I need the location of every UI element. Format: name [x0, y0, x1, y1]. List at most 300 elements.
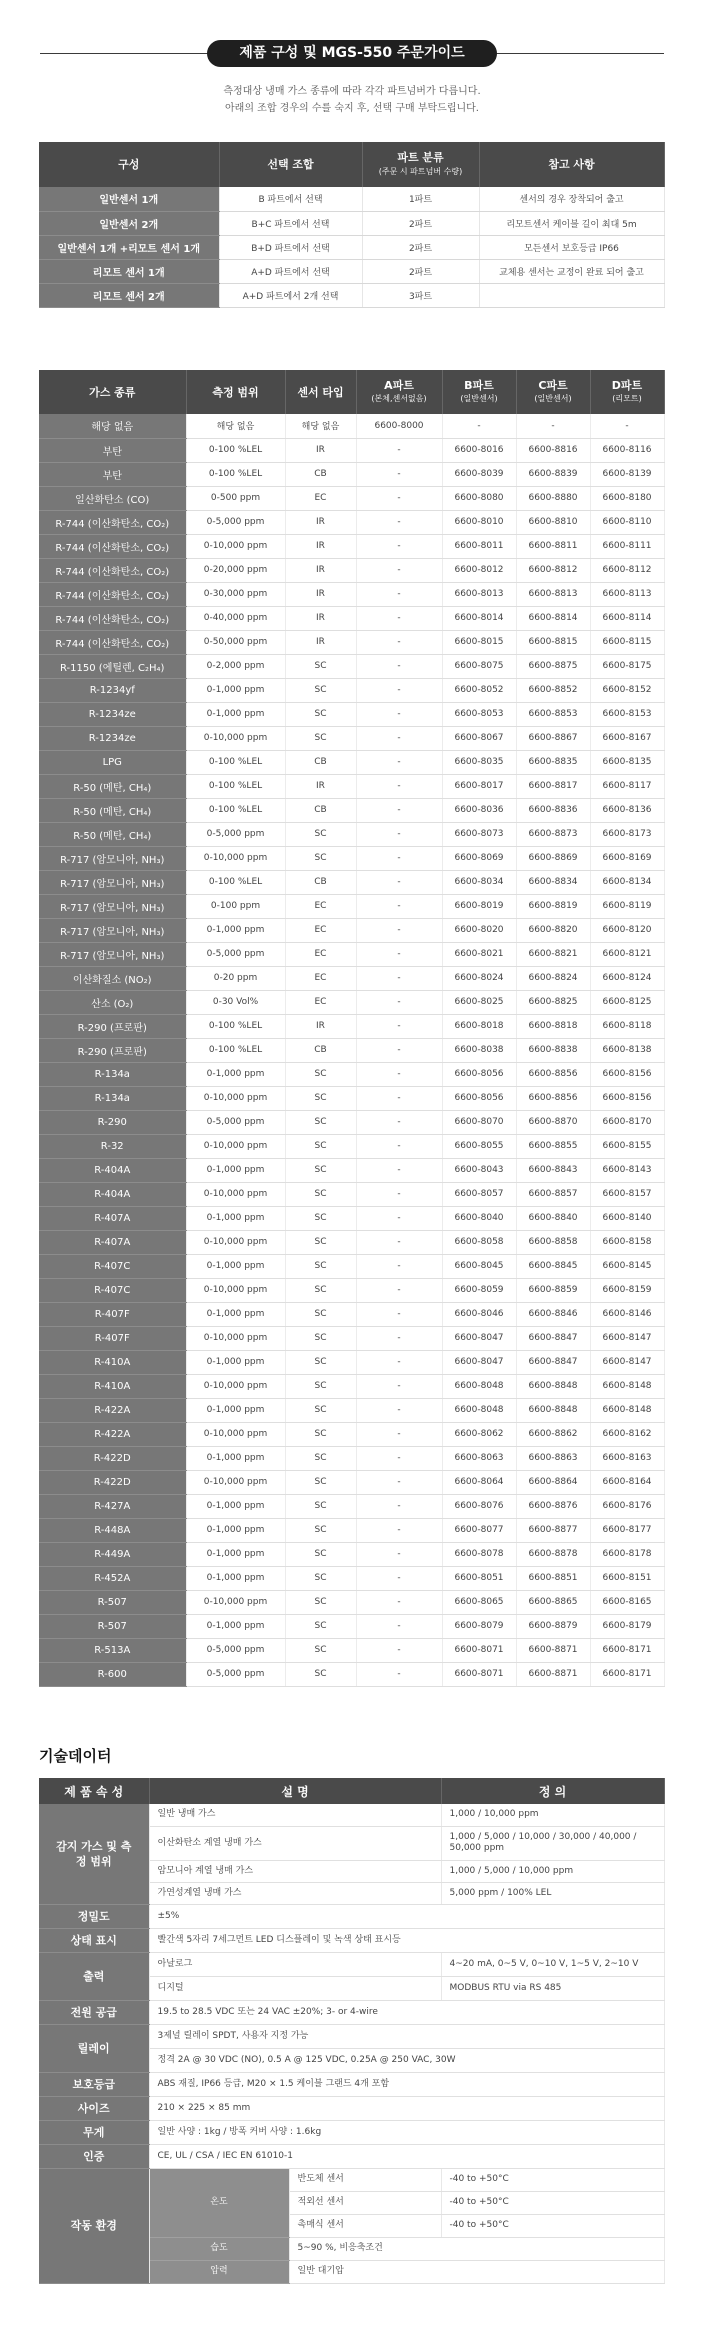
range-cell: 0-5,000 ppm — [186, 1662, 285, 1686]
gas-type-cell: R-404A — [39, 1182, 186, 1206]
a-part-cell: - — [356, 1254, 442, 1278]
a-part-cell: - — [356, 630, 442, 654]
b-part-cell: 6600-8075 — [442, 654, 516, 678]
power-value: 19.5 to 28.5 VDC 또는 24 VAC ±20%; 3- or 4-wire — [149, 2000, 664, 2024]
c-part-cell: 6600-8876 — [516, 1494, 590, 1518]
weight-label: 무게 — [39, 2120, 149, 2144]
tech-row-weight — [39, 2120, 664, 2144]
a-part-cell: - — [356, 1302, 442, 1326]
sensor-type-cell: 해당 없음 — [285, 414, 356, 438]
tech-row-size — [39, 2096, 664, 2120]
d-part-cell: 6600-8146 — [590, 1302, 664, 1326]
range-cell: 0-1,000 ppm — [186, 1446, 285, 1470]
sensor-type-cell: IR — [285, 774, 356, 798]
gas-row — [39, 678, 664, 702]
status-value: 빨간색 5자리 7세그먼트 LED 디스플레이 및 녹색 상태 표시등 — [149, 1928, 664, 1952]
d-part-cell: 6600-8179 — [590, 1614, 664, 1638]
b-part-cell: 6600-8069 — [442, 846, 516, 870]
a-part-cell: - — [356, 1518, 442, 1542]
range-cell: 0-10,000 ppm — [186, 1230, 285, 1254]
d-part-cell: 6600-8148 — [590, 1374, 664, 1398]
range-cell: 0-5,000 ppm — [186, 510, 285, 534]
d-part-cell: 6600-8121 — [590, 942, 664, 966]
a-part-cell: - — [356, 534, 442, 558]
c-part-cell: 6600-8814 — [516, 606, 590, 630]
gas-row — [39, 1182, 664, 1206]
config-cell: 일반센서 1개 +리모트 센서 1개 — [39, 235, 219, 259]
gas-header-c-part — [516, 370, 590, 414]
a-part-cell: - — [356, 846, 442, 870]
c-part-cell: 6600-8848 — [516, 1374, 590, 1398]
b-part-cell: 6600-8051 — [442, 1566, 516, 1590]
gas-type-cell: R-407F — [39, 1326, 186, 1350]
c-part-cell: 6600-8856 — [516, 1086, 590, 1110]
c-part-cell: 6600-8812 — [516, 558, 590, 582]
gas-row — [39, 1446, 664, 1470]
range-cell: 0-5,000 ppm — [186, 942, 285, 966]
a-part-cell: - — [356, 894, 442, 918]
c-part-cell: 6600-8843 — [516, 1158, 590, 1182]
a-part-cell: - — [356, 1398, 442, 1422]
output-desc-2: 디지털 — [149, 1976, 441, 2000]
d-part-cell: 6600-8145 — [590, 1254, 664, 1278]
c-part-cell: 6600-8873 — [516, 822, 590, 846]
gas-header-range: 측정 범위 — [186, 370, 285, 414]
b-part-cell: 6600-8040 — [442, 1206, 516, 1230]
b-part-cell: 6600-8014 — [442, 606, 516, 630]
b-part-cell: 6600-8015 — [442, 630, 516, 654]
gas-type-cell: R-717 (암모니아, NH₃) — [39, 918, 186, 942]
detect-def-1: 1,000 / 10,000 ppm — [441, 1804, 664, 1826]
c-part-cell: 6600-8834 — [516, 870, 590, 894]
sensor-type-cell: SC — [285, 1590, 356, 1614]
gas-row — [39, 414, 664, 438]
d-part-cell: 6600-8117 — [590, 774, 664, 798]
gas-row — [39, 486, 664, 510]
c-part-cell: 6600-8848 — [516, 1398, 590, 1422]
a-part-cell: - — [356, 1158, 442, 1182]
b-part-cell: 6600-8052 — [442, 678, 516, 702]
range-cell: 0-100 %LEL — [186, 774, 285, 798]
combo-cell: B 파트에서 선택 — [219, 187, 362, 211]
sensor-type-cell: CB — [285, 870, 356, 894]
d-part-cell: 6600-8159 — [590, 1278, 664, 1302]
sensor-type-cell: CB — [285, 1038, 356, 1062]
b-part-cell: 6600-8063 — [442, 1446, 516, 1470]
c-part-cell: 6600-8811 — [516, 534, 590, 558]
config-cell: 일반센서 1개 — [39, 187, 219, 211]
range-cell: 0-1,000 ppm — [186, 1518, 285, 1542]
config-cell: 리모트 센서 1개 — [39, 259, 219, 283]
b-part-cell: 6600-8048 — [442, 1398, 516, 1422]
range-cell: 0-30 Vol% — [186, 990, 285, 1014]
temp-range-3: -40 to +50°C — [441, 2214, 664, 2237]
d-part-cell: - — [590, 414, 664, 438]
tech-data-table — [39, 1778, 665, 2284]
a-part-cell: - — [356, 1446, 442, 1470]
d-part-cell: 6600-8124 — [590, 966, 664, 990]
a-part-cell: - — [356, 1662, 442, 1686]
note-cell: 리모트센서 케이블 길이 최대 5m — [479, 211, 664, 235]
relay-label: 릴레이 — [39, 2024, 149, 2072]
intro-line-2: 아래의 조합 경우의 수를 숙지 후, 선택 구매 부탁드립니다. — [225, 103, 479, 114]
a-part-cell: - — [356, 1590, 442, 1614]
range-cell: 0-20,000 ppm — [186, 558, 285, 582]
tech-row-temp-1 — [39, 2168, 664, 2191]
guide-header — [0, 28, 704, 78]
range-cell: 0-1,000 ppm — [186, 702, 285, 726]
b-part-cell: 6600-8057 — [442, 1182, 516, 1206]
composition-row — [39, 283, 664, 307]
protection-label: 보호등급 — [39, 2072, 149, 2096]
gas-type-cell: R-407C — [39, 1278, 186, 1302]
b-part-cell: 6600-8035 — [442, 750, 516, 774]
range-cell: 0-10,000 ppm — [186, 534, 285, 558]
note-cell: 센서의 경우 장착되어 출고 — [479, 187, 664, 211]
detect-desc-1: 일반 냉매 가스 — [149, 1804, 441, 1826]
sensor-type-cell: CB — [285, 798, 356, 822]
pressure-value: 일반 대기압 — [289, 2260, 664, 2283]
gas-row — [39, 1470, 664, 1494]
b-part-cell: 6600-8038 — [442, 1038, 516, 1062]
gas-type-cell: R-1234ze — [39, 702, 186, 726]
a-part-cell: - — [356, 654, 442, 678]
c-part-cell: 6600-8819 — [516, 894, 590, 918]
range-cell: 0-1,000 ppm — [186, 1158, 285, 1182]
sensor-type-cell: IR — [285, 438, 356, 462]
d-part-cell: 6600-8147 — [590, 1350, 664, 1374]
c-part-cell: 6600-8840 — [516, 1206, 590, 1230]
gas-row — [39, 1374, 664, 1398]
humidity-value: 5~90 %, 비응축조건 — [289, 2237, 664, 2260]
pressure-label: 압력 — [149, 2260, 289, 2283]
b-part-cell: 6600-8020 — [442, 918, 516, 942]
c-part-cell: 6600-8879 — [516, 1614, 590, 1638]
sensor-type-cell: SC — [285, 1398, 356, 1422]
tech-row-power — [39, 2000, 664, 2024]
d-part-cell: 6600-8156 — [590, 1062, 664, 1086]
gas-row — [39, 1542, 664, 1566]
a-part-cell: - — [356, 1422, 442, 1446]
gas-row — [39, 822, 664, 846]
a-part-cell: - — [356, 1110, 442, 1134]
range-cell: 0-100 %LEL — [186, 1038, 285, 1062]
d-part-cell: 6600-8134 — [590, 870, 664, 894]
range-cell: 0-1,000 ppm — [186, 1062, 285, 1086]
c-part-cell: 6600-8880 — [516, 486, 590, 510]
d-part-cell: 6600-8147 — [590, 1326, 664, 1350]
d-part-cell: 6600-8114 — [590, 606, 664, 630]
gas-row — [39, 438, 664, 462]
d-part-cell: 6600-8170 — [590, 1110, 664, 1134]
range-cell: 0-5,000 ppm — [186, 1110, 285, 1134]
gas-row — [39, 1590, 664, 1614]
gas-header-type: 가스 종류 — [39, 370, 186, 414]
b-part-cell: 6600-8043 — [442, 1158, 516, 1182]
c-part-cell: 6600-8838 — [516, 1038, 590, 1062]
d-part-cell: 6600-8156 — [590, 1086, 664, 1110]
relay-line-1: 3제널 릴레이 SPDT, 사용자 지정 가능 — [149, 2024, 664, 2048]
sensor-type-cell: SC — [285, 1302, 356, 1326]
b-part-cell: 6600-8070 — [442, 1110, 516, 1134]
tech-row-detect-1 — [39, 1804, 664, 1826]
gas-type-cell: R-422A — [39, 1422, 186, 1446]
sensor-type-cell: SC — [285, 654, 356, 678]
b-part-label: B파트 — [464, 379, 494, 392]
temp-label: 온도 — [149, 2168, 289, 2237]
sensor-type-cell: CB — [285, 462, 356, 486]
composition-header-row — [39, 142, 664, 187]
gas-type-cell: R-717 (암모니아, NH₃) — [39, 846, 186, 870]
sensor-type-cell: SC — [285, 1086, 356, 1110]
gas-type-cell: R-744 (이산화탄소, CO₂) — [39, 630, 186, 654]
c-part-cell: 6600-8863 — [516, 1446, 590, 1470]
gas-type-cell: R-290 (프로판) — [39, 1014, 186, 1038]
range-cell: 0-10,000 ppm — [186, 1086, 285, 1110]
sensor-type-cell: IR — [285, 630, 356, 654]
gas-row — [39, 798, 664, 822]
c-part-cell: 6600-8862 — [516, 1422, 590, 1446]
detect-desc-3: 암모니아 계열 냉매 가스 — [149, 1860, 441, 1882]
composition-row — [39, 259, 664, 283]
b-part-cell: 6600-8064 — [442, 1470, 516, 1494]
b-part-cell: 6600-8065 — [442, 1590, 516, 1614]
c-part-cell: 6600-8817 — [516, 774, 590, 798]
a-part-cell: - — [356, 462, 442, 486]
temp-range-1: -40 to +50°C — [441, 2168, 664, 2191]
range-cell: 0-100 ppm — [186, 894, 285, 918]
a-part-cell: - — [356, 1206, 442, 1230]
gas-row — [39, 918, 664, 942]
tech-data-title: 기술데이터 — [39, 1747, 112, 1765]
c-part-cell: 6600-8875 — [516, 654, 590, 678]
range-cell: 0-10,000 ppm — [186, 1134, 285, 1158]
gas-row — [39, 870, 664, 894]
c-part-cell: 6600-8815 — [516, 630, 590, 654]
d-part-cell: 6600-8163 — [590, 1446, 664, 1470]
intro-line-1: 측정대상 냉매 가스 종류에 따라 각각 파트넘버가 다릅니다. — [223, 86, 481, 97]
combo-cell: B+C 파트에서 선택 — [219, 211, 362, 235]
gas-row — [39, 1278, 664, 1302]
b-part-cell: 6600-8062 — [442, 1422, 516, 1446]
gas-type-cell: R-407F — [39, 1302, 186, 1326]
gas-row — [39, 702, 664, 726]
gas-row — [39, 846, 664, 870]
b-part-cell: 6600-8013 — [442, 582, 516, 606]
gas-type-cell: R-513A — [39, 1638, 186, 1662]
gas-type-cell: R-717 (암모니아, NH₃) — [39, 942, 186, 966]
gas-row — [39, 606, 664, 630]
d-part-cell: 6600-8164 — [590, 1470, 664, 1494]
gas-type-cell: R-404A — [39, 1158, 186, 1182]
gas-type-cell: R-50 (메탄, CH₄) — [39, 798, 186, 822]
sensor-type-cell: CB — [285, 750, 356, 774]
gas-row — [39, 1614, 664, 1638]
sensor-type-cell: SC — [285, 1254, 356, 1278]
gas-row — [39, 750, 664, 774]
output-def-2: MODBUS RTU via RS 485 — [441, 1976, 664, 2000]
a-part-cell: - — [356, 822, 442, 846]
c-part-cell: 6600-8869 — [516, 846, 590, 870]
gas-type-cell: R-422D — [39, 1470, 186, 1494]
sensor-type-cell: SC — [285, 1518, 356, 1542]
status-label: 상태 표시 — [39, 1928, 149, 1952]
page-title: 제품 구성 및 MGS-550 주문가이드 — [207, 40, 497, 67]
a-part-cell: - — [356, 1062, 442, 1086]
c-part-cell: 6600-8825 — [516, 990, 590, 1014]
gas-type-cell: R-449A — [39, 1542, 186, 1566]
b-part-cell: 6600-8073 — [442, 822, 516, 846]
config-cell: 리모트 센서 2개 — [39, 283, 219, 307]
gas-type-cell: R-290 — [39, 1110, 186, 1134]
c-part-cell: 6600-8856 — [516, 1062, 590, 1086]
range-cell: 0-10,000 ppm — [186, 1590, 285, 1614]
range-cell: 0-100 %LEL — [186, 438, 285, 462]
d-part-cell: 6600-8110 — [590, 510, 664, 534]
range-cell: 0-1,000 ppm — [186, 1302, 285, 1326]
sensor-type-cell: IR — [285, 558, 356, 582]
a-part-cell: - — [356, 1278, 442, 1302]
note-cell: 모든센서 보호등급 IP66 — [479, 235, 664, 259]
b-part-cell: 6600-8047 — [442, 1326, 516, 1350]
tech-row-status — [39, 1928, 664, 1952]
a-part-cell: - — [356, 750, 442, 774]
d-part-cell: 6600-8118 — [590, 1014, 664, 1038]
gas-type-cell: 해당 없음 — [39, 414, 186, 438]
gas-row — [39, 582, 664, 606]
a-part-cell: - — [356, 1086, 442, 1110]
detect-def-4: 5,000 ppm / 100% LEL — [441, 1882, 664, 1904]
sensor-type-cell: SC — [285, 1542, 356, 1566]
range-cell: 0-2,000 ppm — [186, 654, 285, 678]
composition-row — [39, 211, 664, 235]
a-part-cell: - — [356, 1326, 442, 1350]
tech-row-relay-1 — [39, 2024, 664, 2048]
b-part-note: (일반센서) — [460, 394, 498, 403]
gas-row — [39, 1566, 664, 1590]
d-part-cell: 6600-8120 — [590, 918, 664, 942]
gas-type-cell: R-410A — [39, 1350, 186, 1374]
gas-type-cell: R-507 — [39, 1614, 186, 1638]
gas-table-body — [39, 414, 664, 1686]
c-part-cell: - — [516, 414, 590, 438]
sensor-type-cell: EC — [285, 486, 356, 510]
cert-label: 인증 — [39, 2144, 149, 2168]
gas-type-cell: 이산화질소 (NO₂) — [39, 966, 186, 990]
c-part-cell: 6600-8847 — [516, 1326, 590, 1350]
a-part-cell: - — [356, 486, 442, 510]
c-part-cell: 6600-8865 — [516, 1590, 590, 1614]
gas-row — [39, 534, 664, 558]
gas-row — [39, 1638, 664, 1662]
composition-body — [39, 187, 664, 307]
temp-sensor-3: 촉매식 센서 — [289, 2214, 441, 2237]
b-part-cell: 6600-8036 — [442, 798, 516, 822]
d-part-cell: 6600-8135 — [590, 750, 664, 774]
gas-row — [39, 894, 664, 918]
output-def-1: 4~20 mA, 0~5 V, 0~10 V, 1~5 V, 2~10 V — [441, 1952, 664, 1976]
gas-type-cell: 산소 (O₂) — [39, 990, 186, 1014]
temp-range-2: -40 to +50°C — [441, 2191, 664, 2214]
d-part-cell: 6600-8157 — [590, 1182, 664, 1206]
gas-row — [39, 1230, 664, 1254]
c-part-cell: 6600-8810 — [516, 510, 590, 534]
range-cell: 0-100 %LEL — [186, 798, 285, 822]
a-part-cell: - — [356, 582, 442, 606]
gas-type-cell: R-744 (이산화탄소, CO₂) — [39, 534, 186, 558]
b-part-cell: 6600-8025 — [442, 990, 516, 1014]
c-part-cell: 6600-8877 — [516, 1518, 590, 1542]
b-part-cell: 6600-8018 — [442, 1014, 516, 1038]
sensor-type-cell: SC — [285, 1110, 356, 1134]
part-count-cell: 1파트 — [362, 187, 479, 211]
sensor-type-cell: SC — [285, 702, 356, 726]
c-part-cell: 6600-8864 — [516, 1470, 590, 1494]
d-part-cell: 6600-8136 — [590, 798, 664, 822]
sensor-type-cell: SC — [285, 1134, 356, 1158]
protection-value: ABS 재질, IP66 등급, M20 × 1.5 케이블 그랜드 4개 포함 — [149, 2072, 664, 2096]
d-part-cell: 6600-8143 — [590, 1158, 664, 1182]
a-part-cell: - — [356, 1350, 442, 1374]
a-part-cell: - — [356, 1230, 442, 1254]
gas-row — [39, 1038, 664, 1062]
gas-header-a-part — [356, 370, 442, 414]
d-part-cell: 6600-8176 — [590, 1494, 664, 1518]
sensor-type-cell: IR — [285, 606, 356, 630]
tech-row-cert — [39, 2144, 664, 2168]
a-part-cell: - — [356, 1542, 442, 1566]
sensor-type-cell: SC — [285, 846, 356, 870]
range-cell: 0-1,000 ppm — [186, 1206, 285, 1230]
gas-type-cell: R-1234yf — [39, 678, 186, 702]
b-part-cell: 6600-8071 — [442, 1662, 516, 1686]
gas-header-row — [39, 370, 664, 414]
d-part-cell: 6600-8148 — [590, 1398, 664, 1422]
c-part-cell: 6600-8836 — [516, 798, 590, 822]
d-part-cell: 6600-8169 — [590, 846, 664, 870]
gas-type-cell: R-134a — [39, 1086, 186, 1110]
gas-row — [39, 726, 664, 750]
range-cell: 0-1,000 ppm — [186, 1254, 285, 1278]
range-cell: 0-10,000 ppm — [186, 1470, 285, 1494]
sensor-type-cell: SC — [285, 1230, 356, 1254]
a-part-cell: - — [356, 606, 442, 630]
weight-value: 일반 사양 : 1kg / 방폭 커버 사양 : 1.6kg — [149, 2120, 664, 2144]
range-cell: 0-20 ppm — [186, 966, 285, 990]
sensor-type-cell: SC — [285, 1494, 356, 1518]
gas-type-cell: R-427A — [39, 1494, 186, 1518]
gas-row — [39, 558, 664, 582]
b-part-cell: 6600-8056 — [442, 1062, 516, 1086]
a-part-cell: - — [356, 1470, 442, 1494]
gas-type-cell: LPG — [39, 750, 186, 774]
range-cell: 0-10,000 ppm — [186, 1278, 285, 1302]
gas-row — [39, 630, 664, 654]
gas-row — [39, 1086, 664, 1110]
b-part-cell: 6600-8071 — [442, 1638, 516, 1662]
gas-type-cell: R-50 (메탄, CH₄) — [39, 774, 186, 798]
note-cell — [479, 283, 664, 307]
d-part-cell: 6600-8177 — [590, 1518, 664, 1542]
d-part-cell: 6600-8125 — [590, 990, 664, 1014]
c-part-cell: 6600-8855 — [516, 1134, 590, 1158]
d-part-cell: 6600-8155 — [590, 1134, 664, 1158]
d-part-cell: 6600-8167 — [590, 726, 664, 750]
c-part-cell: 6600-8813 — [516, 582, 590, 606]
a-part-cell: - — [356, 1494, 442, 1518]
b-part-cell: 6600-8080 — [442, 486, 516, 510]
d-part-label: D파트 — [611, 379, 643, 392]
